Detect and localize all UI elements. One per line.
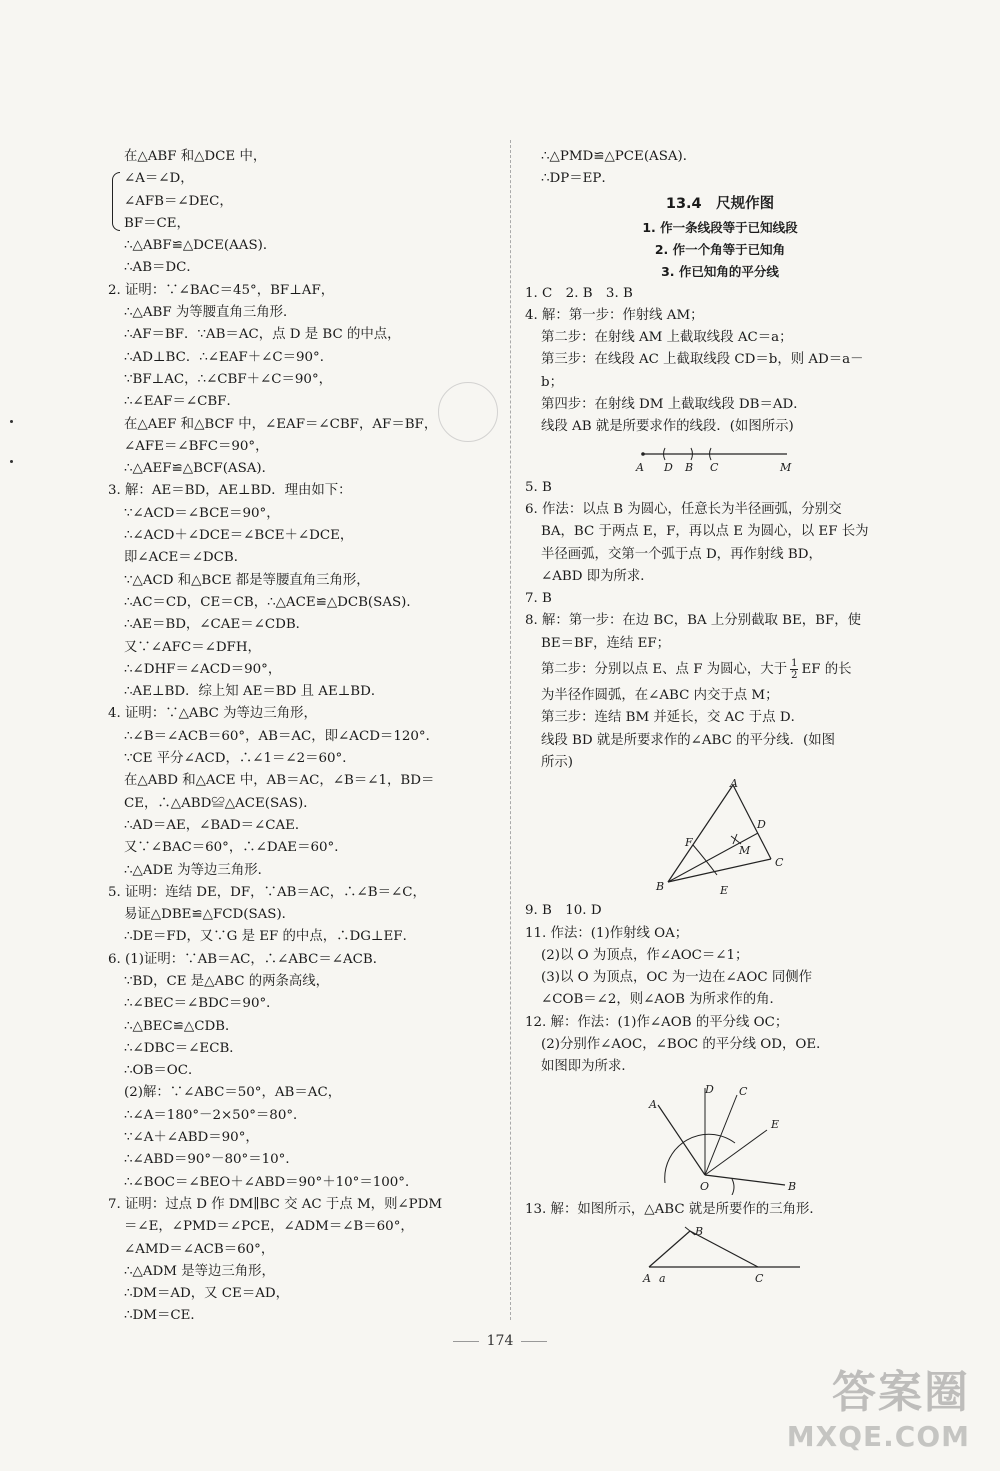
text-line: 11. 作法：(1)作射线 OA； <box>525 925 689 941</box>
text-line: 线段 BD 就是所要求作的∠ABC 的平分线．(如图 <box>541 732 836 748</box>
fig8-label: A <box>730 778 738 791</box>
figure-q13 <box>525 1225 915 1285</box>
text-line: ∴∠B＝∠ACB＝60°，AB＝AC，即∠ACD＝120°． <box>124 728 439 744</box>
fig12-label: A <box>649 1097 657 1111</box>
fig12-label: E <box>771 1117 780 1131</box>
text-line: ∵∠ACD＝∠BCE＝90°， <box>124 505 280 521</box>
text-line: 如图即为所求． <box>541 1059 635 1075</box>
text-line: 7. 证明：过点 D 作 DM∥BC 交 AC 于点 M，则∠PDM <box>108 1196 443 1212</box>
text-line: ∴AF＝BF．∵AB＝AC，点 D 是 BC 的中点， <box>124 327 401 343</box>
text-line: ∴∠BOC＝∠BEO＋∠ABD＝90°＋10°＝100°． <box>124 1174 419 1190</box>
fig8-label: C <box>775 856 784 870</box>
text-line: 又∵∠AFC＝∠DFH， <box>124 639 261 655</box>
text-line: BF＝CE， <box>124 215 190 231</box>
fig8-label: M <box>739 844 751 858</box>
text-line: 在△ABF 和△DCE 中， <box>124 149 267 164</box>
text-line: ∴△ABF≌△DCE(AAS)． <box>124 238 277 254</box>
text-line: 13. 解：如图所示，△ABC 就是所要作的三角形． <box>525 1201 823 1217</box>
figure-q8 <box>525 778 915 896</box>
text-line: ∠ABD 即为所求． <box>541 568 654 584</box>
text-line: ∴AD⊥BC．∴∠EAF＋∠C＝90°． <box>124 349 334 365</box>
fig13-label: A <box>643 1271 651 1285</box>
fig8-label: B <box>656 880 665 894</box>
watermark <box>787 1356 970 1453</box>
text-line: 12. 解：作法：(1)作∠AOB 的平分线 OC； <box>525 1014 789 1030</box>
text-line: 所示) <box>541 754 574 770</box>
fig13-label: a <box>659 1271 666 1285</box>
text-line: ∴△ABF 为等腰直角三角形． <box>124 305 297 321</box>
fig8-label: E <box>720 884 729 897</box>
text-line: ∠AFB＝∠DEC， <box>124 193 233 209</box>
text-line: 3. 解：AE＝BD，AE⊥BD．理由如下： <box>108 483 352 499</box>
margin-dot <box>10 460 13 463</box>
text-line: (2)解：∵∠ABC＝50°，AB＝AC， <box>124 1085 342 1101</box>
text-line: (2)以 O 为顶点，作∠AOC＝∠1； <box>541 947 749 963</box>
text-line: 又∵∠BAC＝60°，∴∠DAE＝60°． <box>124 840 348 856</box>
text-line: ∴AE⊥BD．综上知 AE＝BD 且 AE⊥BD． <box>124 684 385 700</box>
text-line: 在△ABD 和△ACE 中，AB＝AC，∠B＝∠1，BD＝ <box>124 773 435 789</box>
text-line: ∵∠A＋∠ABD＝90°， <box>124 1130 259 1146</box>
page-number: 174 <box>0 1333 1000 1349</box>
text-line: 6. (1)证明：∵AB＝AC，∴∠ABC＝∠ACB． <box>108 951 387 967</box>
text-line: 即∠ACE＝∠DCB． <box>124 550 248 566</box>
section-title <box>525 191 915 217</box>
fig12-label: C <box>739 1084 748 1098</box>
text-line: ∴∠ACD＋∠DCE＝∠BCE＋∠DCE， <box>124 528 354 544</box>
faint-stamp <box>438 382 498 442</box>
subsection-title: 2. 作一个角等于已知角 <box>654 241 786 257</box>
text-line: 第二步：在射线 AM 上截取线段 AC＝a； <box>541 330 793 346</box>
text-line: ∴DM＝CE． <box>124 1308 204 1324</box>
text-line: ∴∠EAF＝∠CBF． <box>124 394 240 410</box>
text-line: ∴DE＝FD，又∵G 是 EF 的中点，∴DG⊥EF． <box>124 929 416 945</box>
fig4-label: C <box>710 460 719 473</box>
text-line: ∴△ADM 是等边三角形， <box>124 1263 275 1279</box>
subsection-title: 1. 作一条线段等于已知线段 <box>642 219 798 235</box>
fig4-label: A <box>636 460 644 473</box>
text-line: (2)分别作∠AOC，∠BOC 的平分线 OD，OE． <box>541 1037 830 1053</box>
text-line: CE，∴△ABD≌△ACE(SAS)． <box>124 795 317 811</box>
text-line: ∠AFE＝∠BFC＝90°， <box>124 438 269 454</box>
fig12-label: B <box>788 1179 797 1193</box>
text-line: ∴∠BEC＝∠BDC＝90°． <box>124 996 280 1012</box>
right-column <box>525 146 915 1289</box>
fraction: $\frac{1}{2}$ <box>791 658 798 682</box>
fig4-label: D <box>664 460 673 473</box>
text-line: ∴∠DHF＝∠ACD＝90°， <box>124 661 282 677</box>
q8-step2: 第二步：分别以点 E、点 F 为圆心，大于 $\frac{1}{2}$ EF 的长 <box>541 658 852 682</box>
text-line: ∴DM＝AD，又 CE＝AD， <box>124 1286 290 1302</box>
subsection-title: 3. 作已知角的平分线 <box>661 263 779 279</box>
fig12-label: D <box>705 1082 714 1096</box>
text-line: ∴AE＝BD，∠CAE＝∠CDB． <box>124 617 310 633</box>
text-line: 1. C 2. B 3. B <box>525 285 633 301</box>
condition-brace-group <box>108 168 500 235</box>
text-line: 8. 解：第一步：在边 BC，BA 上分别截取 BE，BF，使 <box>525 613 862 629</box>
figure-q4 <box>525 443 915 473</box>
fig8-label: D <box>757 818 766 832</box>
text-line: ∴△PMD≌△PCE(ASA)． <box>541 149 697 164</box>
text-line: ∴∠A＝180°－2×50°＝80°． <box>124 1107 307 1123</box>
text-line: BA，BC 于两点 E，F，再以点 E 为圆心，以 EF 长为 <box>541 524 869 540</box>
text-line: 第三步：在线段 AC 上截取线段 CD＝b，则 AD＝a－ <box>541 352 864 368</box>
text-line: ∵BF⊥AC，∴∠CBF＋∠C＝90°， <box>124 371 333 387</box>
text-line: 易证△DBE≌△FCD(SAS)． <box>124 907 296 923</box>
text-line: ＝∠E，∠PMD＝∠PCE，∠ADM＝∠B＝60°， <box>124 1219 414 1235</box>
text-line: ∴AB＝DC． <box>124 260 200 276</box>
text-line: ∵CE 平分∠ACD，∴∠1＝∠2＝60°． <box>124 751 356 767</box>
text-line: ∴DP＝EP． <box>541 171 615 187</box>
text-line: ∵△ACD 和△BCE 都是等腰直角三角形， <box>124 572 370 588</box>
section-title-text: 尺规作图 <box>716 195 775 212</box>
left-column <box>108 146 500 1328</box>
watermark-logo: 答案圈 <box>832 1367 970 1418</box>
text-line: ∴∠DBC＝∠ECB． <box>124 1040 243 1056</box>
fig4-label: M <box>780 460 792 473</box>
text-line: ∴△BEC≌△CDB． <box>124 1018 239 1034</box>
text-line: BE＝BF，连结 EF； <box>541 635 671 651</box>
text-line: ∵BD，CE 是△ABC 的两条高线， <box>124 973 330 989</box>
text-line: 第四步：在射线 DM 上截取线段 DB＝AD． <box>541 397 807 413</box>
text-line: b； <box>541 374 563 390</box>
text-line: 5. B <box>525 479 552 495</box>
text-line: (3)以 O 为顶点，OC 为一边在∠AOC 同侧作 <box>541 970 812 986</box>
text-line: ∠AMD＝∠ACB＝60°， <box>124 1241 275 1257</box>
fig8-label: F <box>685 836 693 850</box>
fig12-label: O <box>700 1179 710 1193</box>
text-line: 半径画弧，交第一个弧于点 D，再作射线 BD， <box>541 546 822 562</box>
text-line: 6. 作法：以点 B 为圆心，任意长为半径画弧，分别交 <box>525 501 842 517</box>
text-line: 9. B 10. D <box>525 903 602 919</box>
section-number: 13.4 <box>665 195 702 212</box>
text-line: ∠A＝∠D， <box>124 171 194 187</box>
text-line: ∴AC＝CD，CE＝CB，∴△ACE≌△DCB(SAS)． <box>124 594 420 610</box>
text-line: 为半径作圆弧，在∠ABC 内交于点 M； <box>541 688 779 704</box>
fig13-label: C <box>755 1271 764 1285</box>
text-line: 5. 证明：连结 DE，DF，∵AB＝AC，∴∠B＝∠C， <box>108 884 426 900</box>
text-line: 7. B <box>525 591 552 607</box>
figure-q12 <box>525 1083 915 1195</box>
text-line: 第三步：连结 BM 并延长，交 AC 于点 D． <box>541 710 804 726</box>
text-line: 2. 证明：∵∠BAC＝45°，BF⊥AF， <box>108 282 335 298</box>
text-line: 4. 证明：∵△ABC 为等边三角形， <box>108 706 317 722</box>
fig13-label: B <box>695 1224 704 1238</box>
text-line: ∴AD＝AE，∠BAD＝∠CAE． <box>124 817 309 833</box>
text-line: ∴∠ABD＝90°－80°＝10°． <box>124 1152 299 1168</box>
text-line: ∴△ADE 为等边三角形． <box>124 862 271 878</box>
margin-dot <box>10 420 13 423</box>
text-line: 在△AEF 和△BCF 中，∠EAF＝∠CBF，AF＝BF， <box>124 416 438 432</box>
text-line: 4. 解：第一步：作射线 AM； <box>525 307 704 323</box>
text-line: ∴OB＝OC． <box>124 1063 202 1079</box>
watermark-url: MXQE.COM <box>786 1420 970 1453</box>
text-line: ∴△AEF≌△BCF(ASA)． <box>124 461 276 477</box>
fig4-label: B <box>685 460 694 473</box>
text-line: 线段 AB 就是所要求作的线段．(如图所示) <box>541 419 794 435</box>
text-line: ∠COB＝∠2，则∠AOB 为所求作的角． <box>541 992 783 1008</box>
column-divider <box>510 140 511 1320</box>
